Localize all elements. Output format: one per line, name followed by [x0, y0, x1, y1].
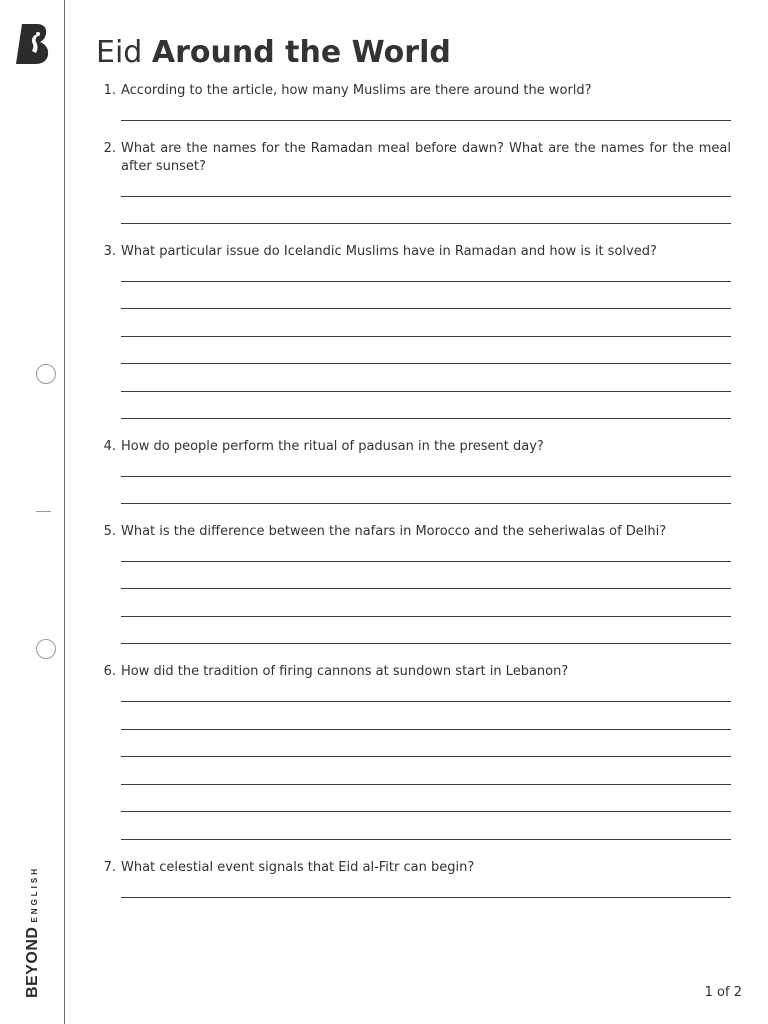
answer-line[interactable] [121, 418, 731, 419]
answer-line[interactable] [121, 120, 731, 121]
answer-line[interactable] [121, 701, 731, 702]
page-title [96, 34, 451, 72]
answer-line[interactable] [121, 811, 731, 812]
question-text: What celestial event signals that Eid al-Fitr can begin? [121, 860, 475, 875]
brand-sub: ENGLISH [30, 865, 39, 923]
question-1 [96, 82, 731, 100]
question-6 [96, 663, 731, 681]
answer-line[interactable] [121, 729, 731, 730]
answer-line[interactable] [121, 839, 731, 840]
answer-line[interactable] [121, 503, 731, 504]
question-text: According to the article, how many Muslims are there around the world? [121, 83, 592, 98]
answer-line[interactable] [121, 756, 731, 757]
question-text: What particular issue do Icelandic Muslims have in Ramadan and how is it solved? [121, 244, 657, 259]
answer-line[interactable] [121, 616, 731, 617]
question-5 [96, 523, 731, 541]
answer-line[interactable] [121, 784, 731, 785]
punch-hole-bottom [36, 639, 56, 659]
answer-line[interactable] [121, 196, 731, 197]
answer-line[interactable] [121, 588, 731, 589]
answer-line[interactable] [121, 476, 731, 477]
answer-line[interactable] [121, 391, 731, 392]
question-number: 7. [103, 860, 116, 875]
question-2 [96, 140, 731, 176]
answer-line[interactable] [121, 281, 731, 282]
question-text: How do people perform the ritual of padusan in the present day? [121, 439, 544, 454]
answer-line[interactable] [121, 897, 731, 898]
beyond-logo [16, 24, 50, 64]
brand-wordmark [24, 866, 42, 998]
brand-name: BEYOND [24, 926, 41, 998]
question-7 [96, 859, 731, 877]
question-text: How did the tradition of firing cannons at sundown start in Lebanon? [121, 664, 569, 679]
question-text: What is the difference between the nafars in Morocco and the seheriwalas of Delhi? [121, 524, 667, 539]
question-number: 3. [103, 244, 116, 259]
title-light: Eid [96, 35, 143, 70]
answer-line[interactable] [121, 561, 731, 562]
question-text: What are the names for the Ramadan meal before dawn? What are the names for the meal after sunset? [121, 141, 731, 174]
question-number: 6. [103, 664, 116, 679]
question-number: 4. [103, 439, 116, 454]
question-4 [96, 438, 731, 456]
page-number: 1 of 2 [704, 985, 742, 1000]
answer-line[interactable] [121, 223, 731, 224]
answer-line[interactable] [121, 643, 731, 644]
question-number: 1. [103, 83, 116, 98]
question-number: 5. [103, 524, 116, 539]
punch-hole-top [36, 364, 56, 384]
margin-rule [64, 0, 65, 1024]
answer-line[interactable] [121, 308, 731, 309]
answer-line[interactable] [121, 363, 731, 364]
title-bold: Around the World [151, 35, 451, 70]
answer-line[interactable] [121, 336, 731, 337]
question-3 [96, 243, 731, 261]
fold-mark [36, 511, 51, 512]
question-number: 2. [103, 141, 116, 156]
